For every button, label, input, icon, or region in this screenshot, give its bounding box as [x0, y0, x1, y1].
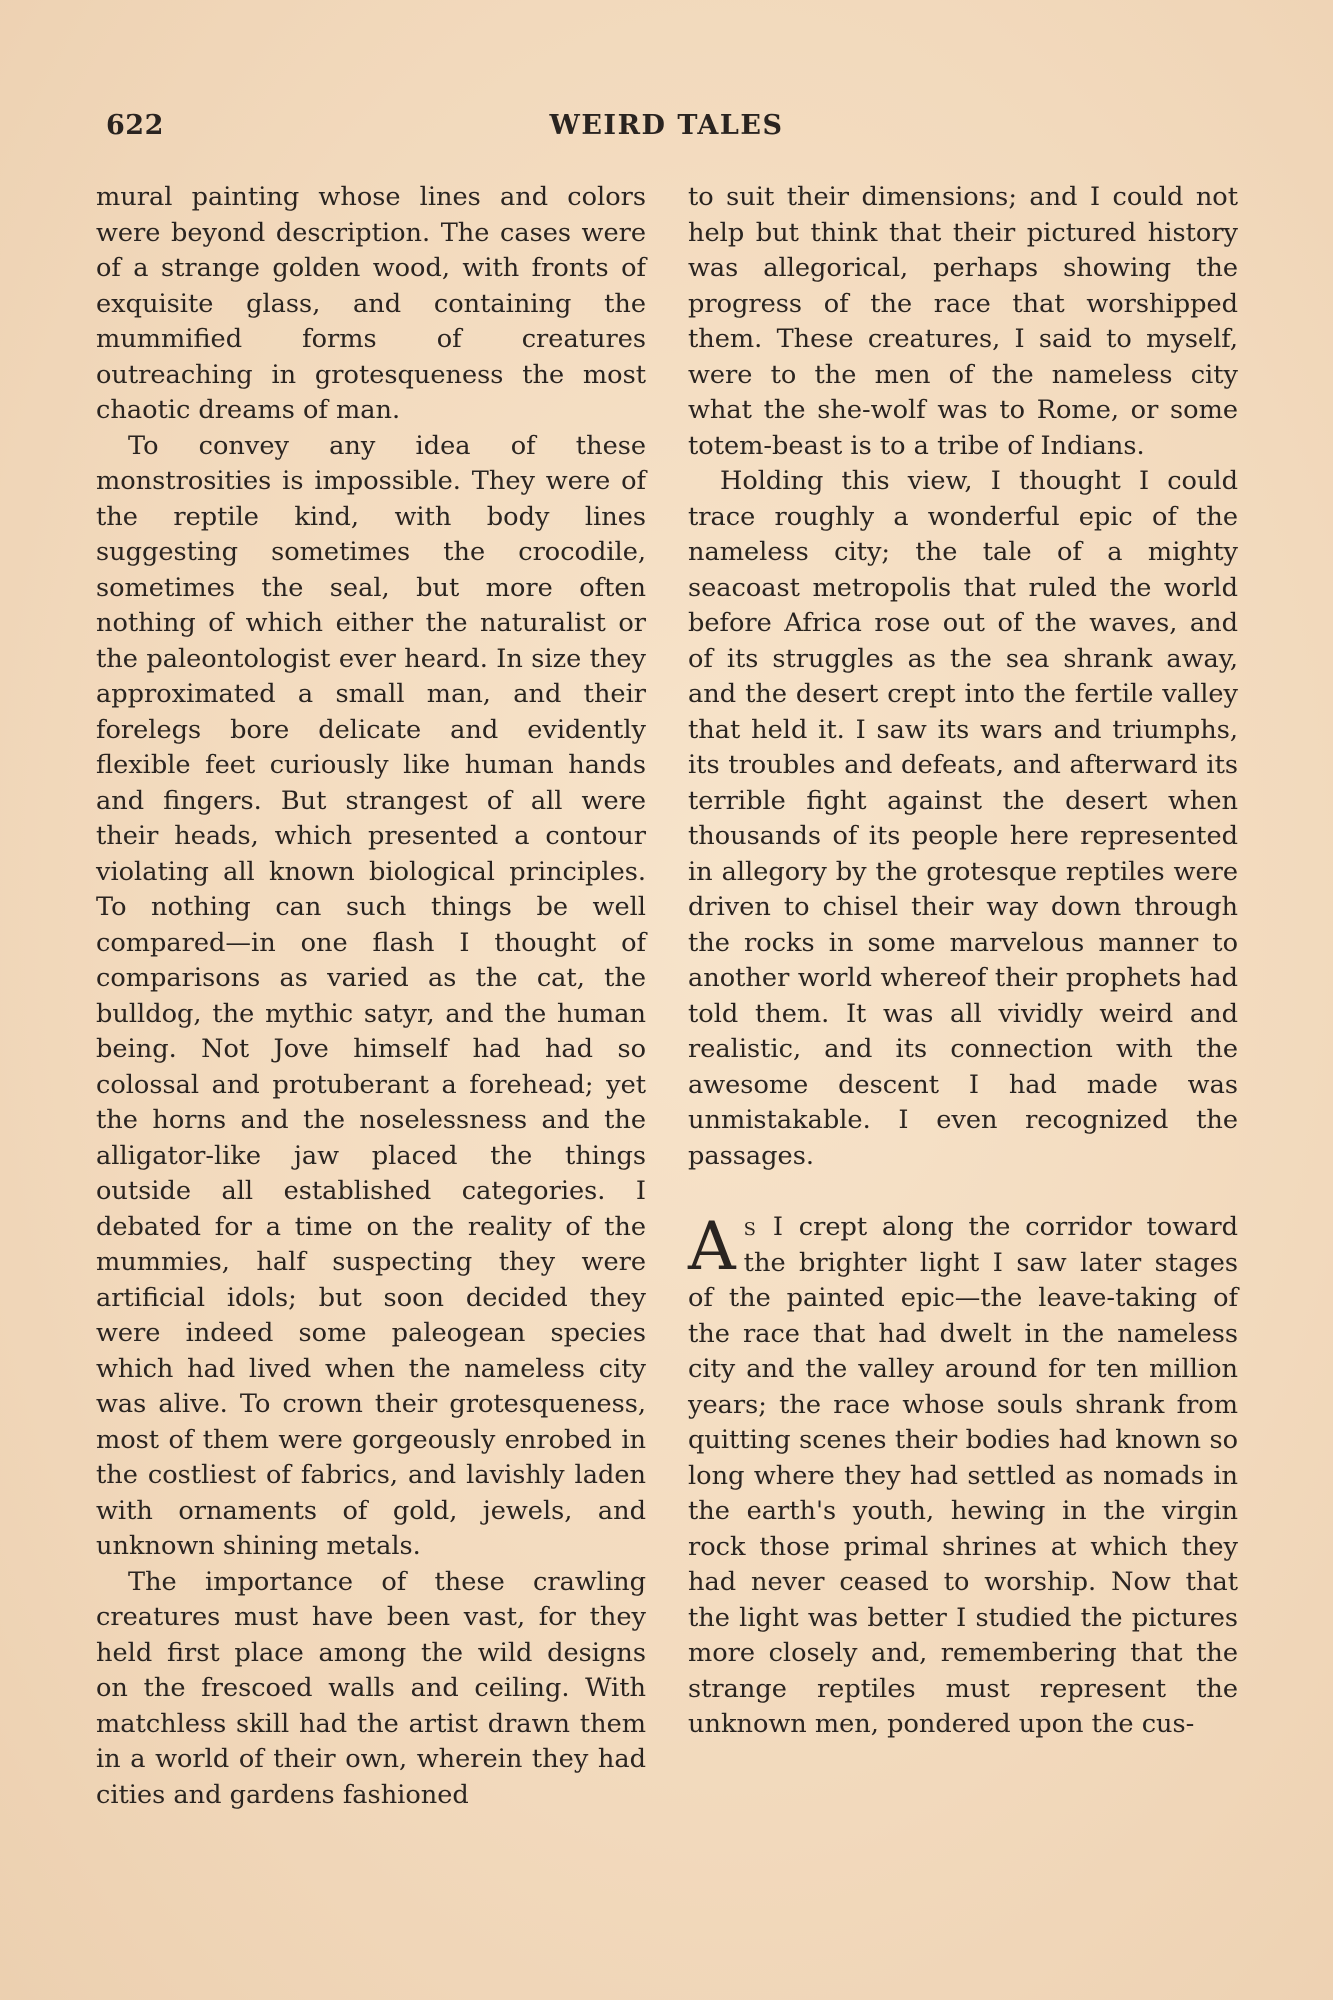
- running-title: WEIRD TALES: [549, 110, 784, 141]
- paragraph: Holding this view, I thought I could trace roughly a wonderful epic of the nameless city; the tale of a mighty seacoast metropolis that ruled the world before Africa rose out of the waves, and of its struggles as the sea shrank away, and the desert crept into the fertile valley that held it. I saw its wars and triumphs, its troubles and defeats, and afterward its terrible fight against the desert when thousands of its people here represented in allegory by the grotesque reptiles were driven to chisel their way down through the rocks in some marvelous manner to another world whereof their prophets had told them. It was all vividly weird and realistic, and its connection with the awesome descent I had made was unmistakable. I even recognized the passages.: [688, 466, 1238, 1171]
- right-column: [688, 180, 1238, 1743]
- left-column: [96, 180, 646, 1813]
- page-number: 622: [106, 110, 164, 141]
- page-header: [100, 110, 1233, 154]
- drop-cap: A: [688, 1208, 736, 1285]
- paragraph-text: crept along the corridor toward the brighter light I saw later stages of the painted epic—the leave-taking of the race that had dwelt in the nameless city and the valley around for ten million years; the race whose souls shrank from quitting scenes their bodies had known so long where they had settled as nomads in the earth's youth, hewing in the virgin rock those primal shrines at which they had never ceased to worship. Now that the light was better I studied the pictures more closely and, remembering that the strange reptiles must represent the unknown men, pondered upon the cus-: [688, 1212, 1239, 1739]
- paragraph: to suit their dimensions; and I could not help but think that their pictured history was allegorical, perhaps showing the progress of the race that worshipped them. These creatures, I said to myself, were to the men of the nameless city what the she-wolf was to Rome, or some totem-beast is to a tribe of Indians.: [688, 182, 1238, 461]
- paragraph-with-drop-cap: [688, 1210, 1238, 1743]
- paragraph: To convey any idea of these monstrosities is impossible. They were of the reptile kind, with body lines suggesting sometimes the crocodile, sometimes the seal, but more often nothing of which either the naturalist or the paleontologist ever heard. In size they approximated a small man, and their forelegs bore delicate and evidently flexible feet curiously like human hands and fingers. But strangest of all were their heads, which presented a contour violating all known biological principles. To nothing can such things be well compared—in one flash I thought of comparisons as varied as the cat, the bulldog, the mythic satyr, and the human being. Not Jove himself had had so colossal and protuberant a forehead; yet the horns and the noselessness and the alligator-like jaw placed the things outside all established categories. I debated for a time on the reality of the mummies, half suspecting they were artificial idols; but soon decided they were indeed some paleogean species which had lived when the nameless city was alive. To crown their grotesqueness, most of them were gorgeously enrobed in the costliest of fabrics, and lavishly laden with ornaments of gold, jewels, and unknown shining metals.: [96, 430, 646, 1561]
- small-caps-lead: s I: [743, 1212, 784, 1242]
- paragraph: The importance of these crawling creatures must have been vast, for they held first place among the wild designs on the frescoed walls and ceiling. With matchless skill had the artist drawn them in a world of their own, wherein they had cities and gardens fashioned: [96, 1566, 646, 1810]
- section-break: [688, 1174, 1238, 1210]
- paragraph: mural painting whose lines and colors were beyond description. The cases were of a strange golden wood, with fronts of exquisite glass, and containing the mummified forms of creatures outreaching in grotesqueness the most chaotic dreams of man.: [96, 182, 646, 425]
